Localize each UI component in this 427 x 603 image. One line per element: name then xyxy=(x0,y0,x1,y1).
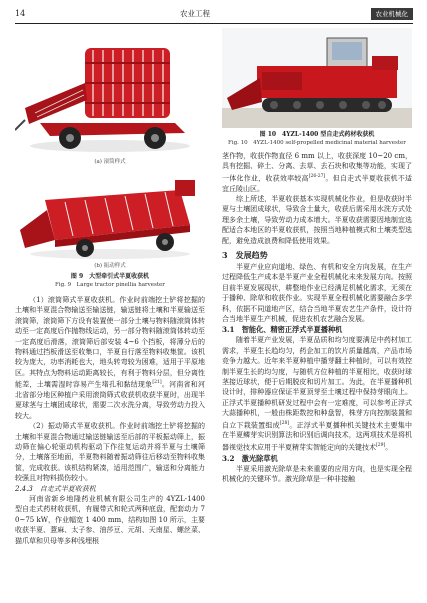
figure-9a-caption: (a) 滚筒样式 xyxy=(94,159,126,165)
citation: [21] xyxy=(152,380,162,386)
paragraph-drum-harvester: （1）滚筒筛式半夏收获机。作业时前端挖土铲将挖掘的土壤和半夏混合物输送至输送链，输送链将土壤和半夏输送至滚筒筛，滚筒筛下方设有装置使一部分土壤与物料随滚筒体转动至一定高度后作抛物线运动，另一部分物料随滚筒体转动至一定高度后滑落，滚筒筛后部安装 4~6 个挡板，将薄分后的物料通过挡板滑送至收集口，半夏自行落至物料收集筐。该机较为庞大，功率消耗也大，地头转弯较为困难，适用于平原地区。其特点为物料运动距离较长，有利于物料分层，但分离性能差，土壤需湿时容易产生堵孔和黏结现象[21]。河南省和河北省部分地区种植户采用滚筒筛式收获机收获半夏时，出现半夏球茎与土壤团成球状，需要二次水洗分离，导致劳动力投入较大。 xyxy=(15,296,206,420)
journal-name: 农业工程 xyxy=(180,9,210,18)
citation: [26-27] xyxy=(308,173,326,179)
header-rule xyxy=(15,23,413,24)
vibrating-harvester-illustration xyxy=(15,170,205,262)
self-propelled-harvester-illustration xyxy=(222,28,412,128)
figure-10-caption-en: Fig. 10 4YZL-1400 self-propelled medicinal material harvester xyxy=(228,140,406,146)
paragraph-vibrating-harvester: （2）振动筛式半夏收获机。作业时前端挖土铲将挖掘的土壤和半夏混合物通过输送链输送至后部的平板振动筛上，振动筛在偏心轮驱动机构驱动下作往复运动并将半夏与土壤筛分，土壤落至地面，半夏物料随着振动筛往后移动至物料收集筐，完成收获。该机结构紧凑，适用范围广，输送和分离能力较强且对物料损伤较小。 xyxy=(15,422,205,483)
figure-9-caption-cn: 图 9 大型牵引式半夏收获机 xyxy=(70,273,150,280)
right-column xyxy=(222,28,412,484)
citation: [29] xyxy=(376,442,386,448)
page-header xyxy=(15,8,413,22)
page-number: 14 xyxy=(15,9,26,18)
heading-development-trends: 3 发展趋势 xyxy=(222,249,268,260)
paragraph-harvest-capabilities: 茎作物，收获作物直径 6 mm 以上，收获深度 10~20 cm，具有挖掘、碎土、分离、去草、去石块和收集等功能，实现了一体化作业，收获效率较高[26-27]。但自走式半夏收获机不适宜丘陵山区。 xyxy=(222,152,413,193)
section-tag: 农业机械化 xyxy=(371,8,414,20)
paragraph-laser-weeding: 半夏采用激光除草是未来重要的应用方向，也是实现全程机械化的关键环节。激光除草是一种非接触 xyxy=(222,464,412,483)
citation: [28] xyxy=(279,420,290,426)
heading-3-1: 3.1 智能化、精密正浮式半夏播种机 xyxy=(222,325,343,335)
heading-2-4-3: 2.4.3 自走式半夏收获机 xyxy=(15,484,96,493)
figure-9-caption-en: Fig. 9 Large tractor pinellia harvester xyxy=(55,282,165,288)
figure-9b-caption: (b) 振动样式 xyxy=(94,263,126,269)
paragraph-summary: 综上所述，半夏收获基本实现机械化作业，但是收获时半夏与土壤团成球状，导致含土量大，收获后需采用水洗方式处理多余土壤，导致劳动力成本增大。半夏收获需要因地制宜选配适合本地区的半夏收获机，按照当地种植模式和土壤类型选配，避免造成浪费和降低使用效果。 xyxy=(222,194,412,245)
heading-3-2: 3.2 激光除草机 xyxy=(222,453,278,463)
paragraph-self-propelled-harvester: 河南省新乡地隆药业机械有限公司生产的 4YZL-1400 型自走式药材收获机，有履带式和轮式两种底盘，配套动力 70~75 kW，作业幅宽 1 400 mm，结构如图 10 所示，主要收获半夏、薏麻、太子参、油莎豆、元胡、天南星、螺丝菜、猫爪草和贝母等多种浅埋根 xyxy=(15,495,205,545)
figure-10-image xyxy=(222,28,412,128)
paragraph-precision-planter: 随着半夏产业发展，半夏品质和均匀度要满足中药材加工需求，半夏生长趋均匀，药企加工的饮片质量越高，产品市场竞争力越大。近年来半夏种植中播芽翻土种植时，可以有效控制半夏生长的均匀度，与随机方位种植的半夏相比，收获时球茎接近球状，便于后期脱皮和切片加工。为此，在半夏播种机设计时，排种器应保证半夏顶芽至土壤过程中保持芽眼向上。正浮式半夏播种机研发过程中会有一定难度，可以参考正浮式大蒜播种机，一般由株距数控和种盘智，株芽方向控制装置和自立下栽装置组成[28]。正浮式半夏播种机关键技术主要集中在半夏鳞芽实识别算法和识别后调向技术，这两项技术是将机器视觉技术应用于半夏精芽实智能定向的关键技术[29]。 xyxy=(222,336,413,452)
left-column xyxy=(15,28,205,546)
figure-9b-image xyxy=(15,170,205,262)
paragraph-development-trends: 半夏产业应向道地、绿色、有机和安全方向发展，在生产过程降低生产成本是半夏产业全程机械化未来发展方向。按照目前半夏发展现状，耕整地作业已经满足机械化需求，无须在于播种、除草和收获作业。实现半夏全程机械化需要融合多学科，依据不同道地产区，结合当地半夏农艺生产条件，设计符合当地半夏生产机械，促进农机农艺融合发展。 xyxy=(222,262,412,324)
figure-9a-image xyxy=(15,28,205,158)
drum-harvester-illustration xyxy=(15,28,205,158)
figure-10-caption-cn: 图 10 4YZL-1400 型自走式药材收获机 xyxy=(259,131,375,138)
